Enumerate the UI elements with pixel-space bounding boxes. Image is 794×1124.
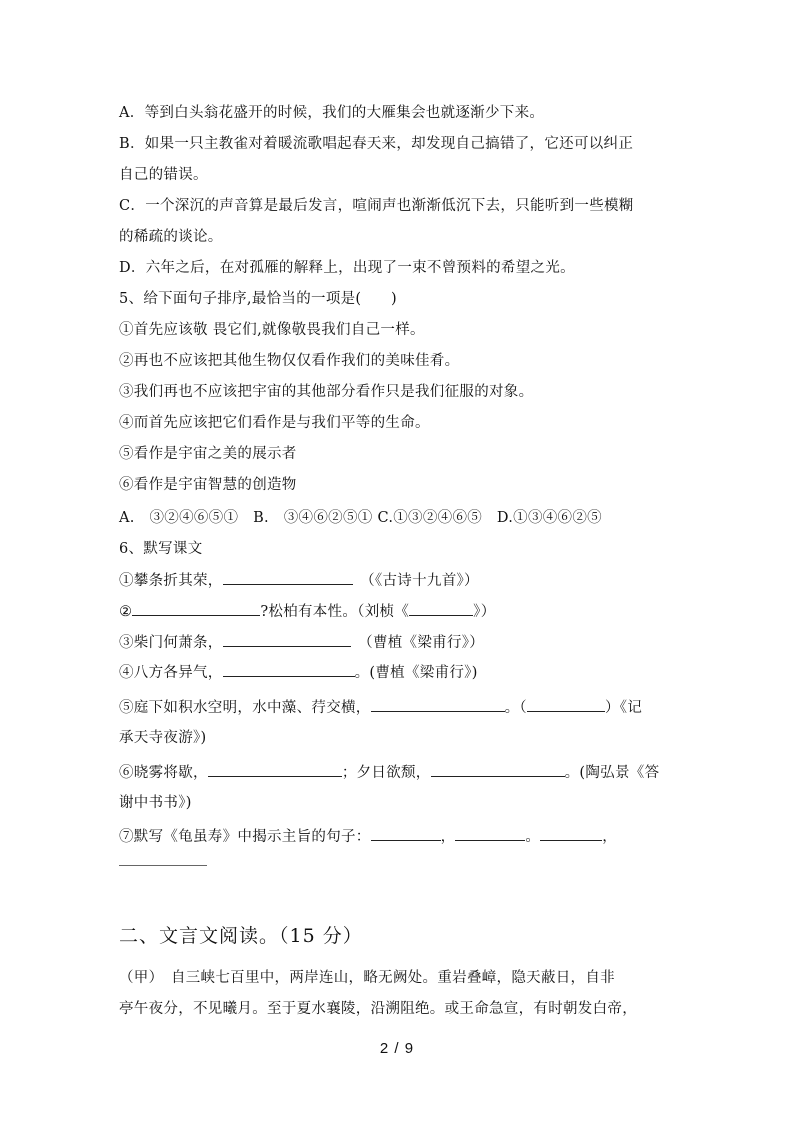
option-b-line: B．如果一只主教雀对着暖流歌唱起春天来，却发现自己搞错了，它还可以纠正 <box>119 136 634 152</box>
fill-line-7-period: 。 <box>525 829 541 845</box>
passage-line-2: 亭午夜分，不见曦月。至于夏水襄陵，沿溯阻绝。或王命急宣，有时朝发白帝， <box>119 1001 637 1017</box>
blank-13[interactable] <box>119 865 207 866</box>
blank-11[interactable] <box>455 826 525 841</box>
option-c-line: C．一个深沉的声音算是最后发言，喧闹声也渐渐低沉下去，只能听到一些模糊 <box>119 198 634 214</box>
blank-12[interactable] <box>540 826 602 841</box>
sentence-4: ④而首先应该把它们看作是与我们平等的生命。 <box>119 415 430 431</box>
fill-line-7-comma-2: ， <box>602 829 618 845</box>
question-5-options: A. ③②④⑥⑤① B. ③④⑥②⑤① C.①③②④⑥⑤ D.①③④⑥②⑤ <box>119 510 602 526</box>
option-b-continued: 自己的错误。 <box>119 167 208 183</box>
option-d-line: D．六年之后，在对孤雁的解释上，出现了一束不曾预料的希望之光。 <box>119 260 575 276</box>
fill-line-6-suffix: 。(陶弘景《答 <box>564 765 660 781</box>
fill-line-1-prompt: ①攀条折其荣， <box>119 573 223 589</box>
fill-line-2-prefix: ② <box>119 604 133 620</box>
fill-line-5-middle: 。（ <box>504 700 527 716</box>
fill-line-4 <box>119 662 478 683</box>
fill-line-3-prompt: ③柴门何萧条， <box>119 635 223 651</box>
fill-line-5-suffix: ）《记 <box>604 700 643 716</box>
blank-9[interactable] <box>431 762 565 777</box>
blank-8[interactable] <box>208 762 342 777</box>
blank-10[interactable] <box>371 826 441 841</box>
fill-line-6-prompt: ⑥晓雾将歇， <box>119 765 208 781</box>
fill-line-2 <box>119 601 496 622</box>
section-title: 二、文言文阅读。（15 分） <box>119 925 363 947</box>
fill-line-5-continued: 承天寺夜游》) <box>119 730 207 746</box>
sentence-2: ②再也不应该把其他生物仅仅看作我们的美味佳肴。 <box>119 353 460 369</box>
page-number: 2 / 9 <box>379 1040 415 1057</box>
blank-7[interactable] <box>527 697 605 712</box>
blank-3[interactable] <box>409 601 473 616</box>
option-a-line: A．等到白头翁花盛开的时候，我们的大雁集会也就逐渐少下来。 <box>119 105 545 121</box>
fill-line-1-source: （《古诗十九首》） <box>352 573 479 589</box>
blank-5[interactable] <box>223 662 355 677</box>
fill-line-7-prompt: ⑦默写《龟虽寿》中揭示主旨的句子： <box>119 829 371 845</box>
question-5-title: 5、给下面句子排序,最恰当的一项是( ) <box>119 291 397 307</box>
fill-line-4-source: 。(曹植《梁甫行》) <box>354 665 478 681</box>
sentence-1: ①首先应该敬 畏它们,就像敬畏我们自己一样。 <box>119 322 425 338</box>
fill-line-6-continued: 谢中书书》) <box>119 795 192 811</box>
fill-line-6 <box>119 762 659 783</box>
blank-6[interactable] <box>371 697 505 712</box>
fill-line-6-middle: ；夕日欲颓， <box>341 765 431 781</box>
passage-line-1: （甲） 自三峡七百里中，两岸连山，略无阙处。重岩叠嶂，隐天蔽日，自非 <box>119 970 615 986</box>
blank-2[interactable] <box>132 601 260 616</box>
fill-line-1 <box>119 570 479 591</box>
question-6-title: 6、默写课文 <box>119 541 203 557</box>
fill-line-2-suffix: 》） <box>473 604 496 620</box>
fill-line-5-prompt: ⑤庭下如积水空明，水中藻、荇交横， <box>119 700 371 716</box>
fill-line-7 <box>119 826 617 847</box>
sentence-5: ⑤看作是宇宙之美的展示者 <box>119 446 297 462</box>
blank-1[interactable] <box>223 570 353 585</box>
option-c-continued: 的稀疏的谈论。 <box>119 229 223 245</box>
fill-line-3-source: （曹植《梁甫行》） <box>350 635 485 651</box>
sentence-3: ③我们再也不应该把宇宙的其他部分看作只是我们征服的对象。 <box>119 384 534 400</box>
fill-line-4-prompt: ④八方各异气， <box>119 665 223 681</box>
blank-4[interactable] <box>223 632 351 647</box>
fill-line-5 <box>119 697 642 718</box>
fill-line-7-comma-1: ， <box>440 829 456 845</box>
sentence-6: ⑥看作是宇宙智慧的创造物 <box>119 477 297 493</box>
fill-line-3 <box>119 632 484 653</box>
fill-line-2-middle: ?松柏有本性。（刘桢《 <box>260 604 410 620</box>
